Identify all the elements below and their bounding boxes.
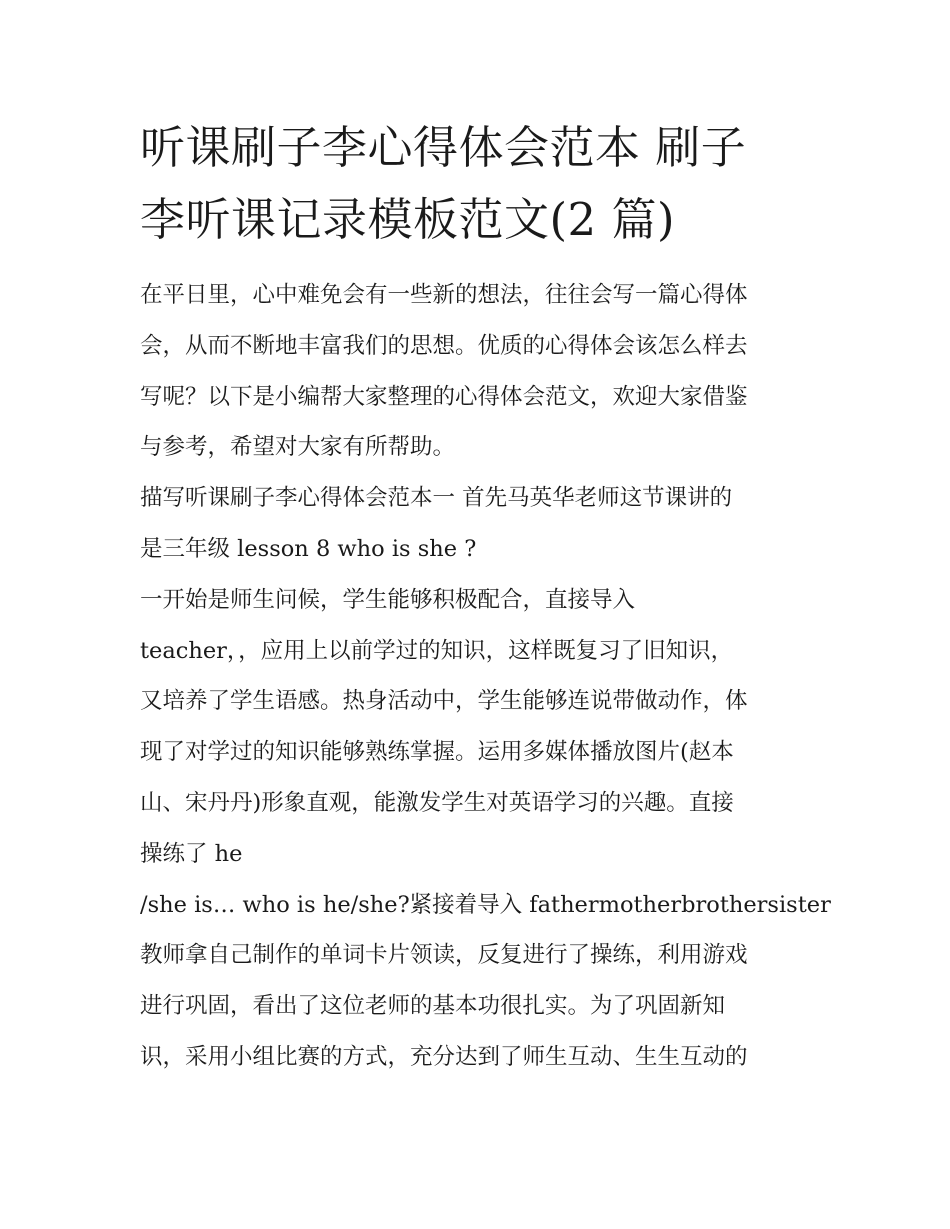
body-line: 写呢？以下是小编帮大家整理的心得体会范文，欢迎大家借鉴	[140, 383, 748, 410]
body-line: 进行巩固，看出了这位老师的基本功很扎实。为了巩固新知	[140, 993, 726, 1020]
body-line: 是三年级 lesson 8 who is she ?	[140, 535, 477, 562]
body-line: 与参考，希望对大家有所帮助。	[140, 434, 456, 461]
document-title	[140, 112, 820, 256]
body-line: 又培养了学生语感。热身活动中，学生能够连说带做动作，体	[140, 688, 748, 715]
body-line: 教师拿自己制作的单词卡片领读，反复进行了操练，利用游戏	[140, 942, 748, 969]
body-line: 一开始是师生问候，学生能够积极配合，直接导入	[140, 586, 636, 613]
body-line: 现了对学过的知识能够熟练掌握。运用多媒体播放图片(赵本	[140, 739, 734, 766]
title-line-1: 听课刷子李心得体会范本 刷子	[140, 121, 747, 174]
document-page	[140, 112, 831, 1083]
body-line: 操练了 he	[140, 840, 243, 867]
body-line: 识，采用小组比赛的方式，充分达到了师生互动、生生互动的	[140, 1043, 748, 1070]
body-line: /she is… who is he/she?紧接着导入 fathermotherbrothersister	[140, 891, 831, 918]
body-line: teacher，，应用上以前学过的知识，这样既复习了旧知识，	[140, 637, 734, 664]
document-body	[140, 270, 831, 1083]
body-line: 会，从而不断地丰富我们的思想。优质的心得体会该怎么样去	[140, 332, 748, 359]
body-line: 在平日里，心中难免会有一些新的想法，往往会写一篇心得体	[140, 282, 748, 308]
title-line-2: 李听课记录模板范文(2 篇)	[140, 193, 676, 246]
body-line: 山、宋丹丹)形象直观，能激发学生对英语学习的兴趣。直接	[140, 789, 734, 816]
body-line: 描写听课刷子李心得体会范本一 首先马英华老师这节课讲的	[140, 485, 733, 512]
